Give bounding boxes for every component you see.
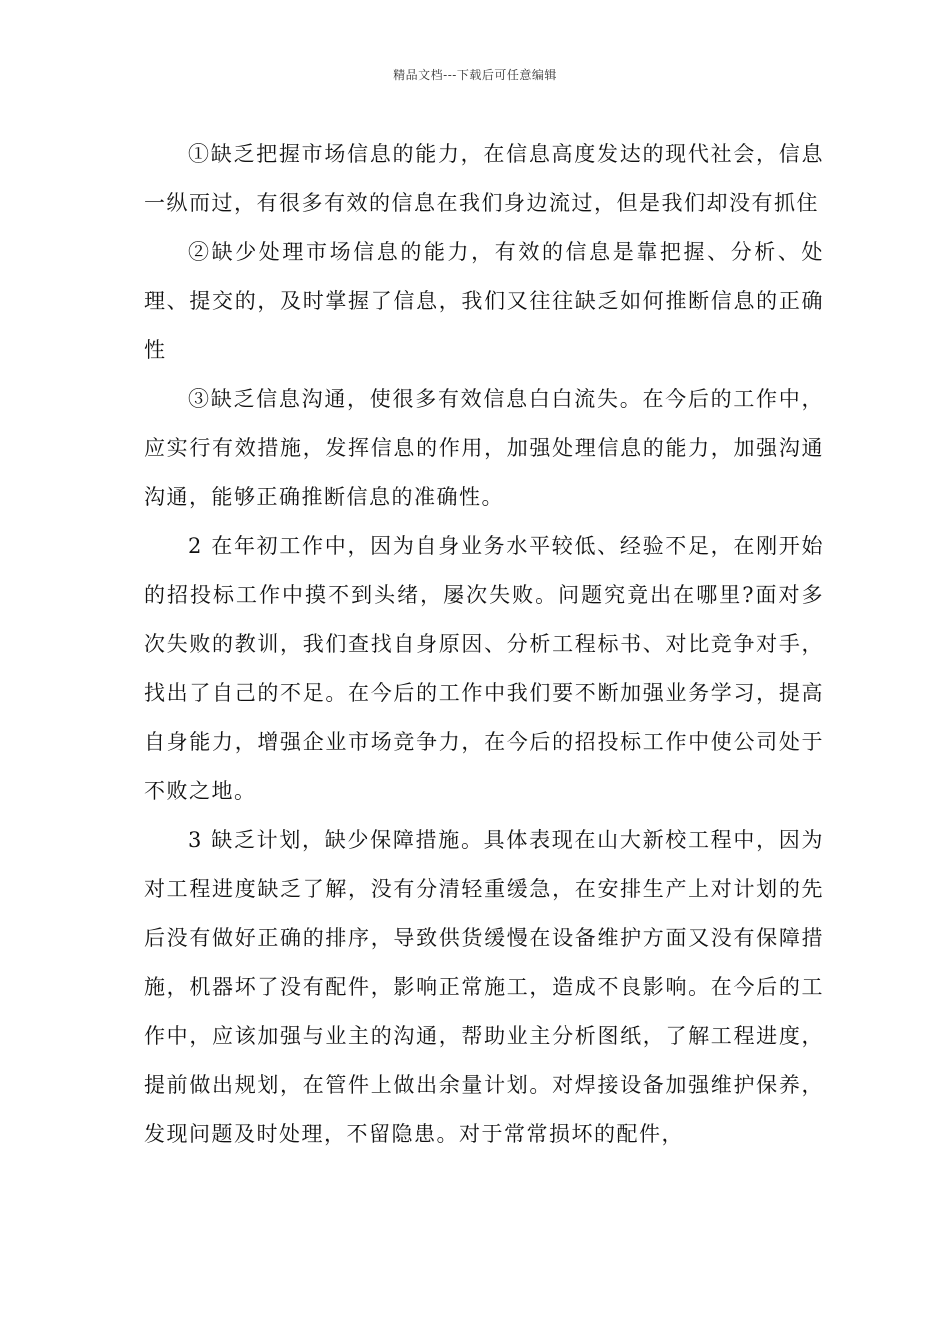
paragraph-2: ②缺少处理市场信息的能力，有效的信息是靠把握、分析、处理、提交的，及时掌握了信息，我们又往往缺乏如何推断信息的正确性 (144, 240, 824, 362)
paragraph-4: 2 在年初工作中，因为自身业务水平较低、经验不足，在刚开始的招投标工作中摸不到头绪，屡次失败。问题究竟出在哪里?面对多次失败的教训，我们查找自身原因、分析工程标书、对比竞争对手，找出了自己的不足。在今后的工作中我们要不断加强业务学习，提高自身能力，增强企业市场竞争力，在今后的招投标工作中使公司处于不败之地。 (144, 534, 824, 803)
paragraph-3: ③缺乏信息沟通，使很多有效信息白白流失。在今后的工作中，应实行有效措施，发挥信息的作用，加强处理信息的能力，加强沟通沟通，能够正确推断信息的准确性。 (144, 387, 824, 509)
paragraph-5: 3 缺乏计划，缺少保障措施。具体表现在山大新校工程中，因为对工程进度缺乏了解，没有分清轻重缓急，在安排生产上对计划的先后没有做好正确的排序，导致供货缓慢在设备维护方面又没有保障措施，机器坏了没有配件，影响正常施工，造成不良影响。在今后的工作中，应该加强与业主的沟通，帮助业主分析图纸，了解工程进度，提前做出规划，在管件上做出余量计划。对焊接设备加强维护保养，发现问题及时处理，不留隐患。对于常常损坏的配件， (144, 828, 824, 1146)
document-body (144, 130, 824, 1159)
paragraph-1: ①缺乏把握市场信息的能力，在信息高度发达的现代社会，信息一纵而过，有很多有效的信息在我们身边流过，但是我们却没有抓住 (144, 142, 824, 215)
page-header: 精品文档---下载后可任意编辑 (393, 68, 557, 82)
